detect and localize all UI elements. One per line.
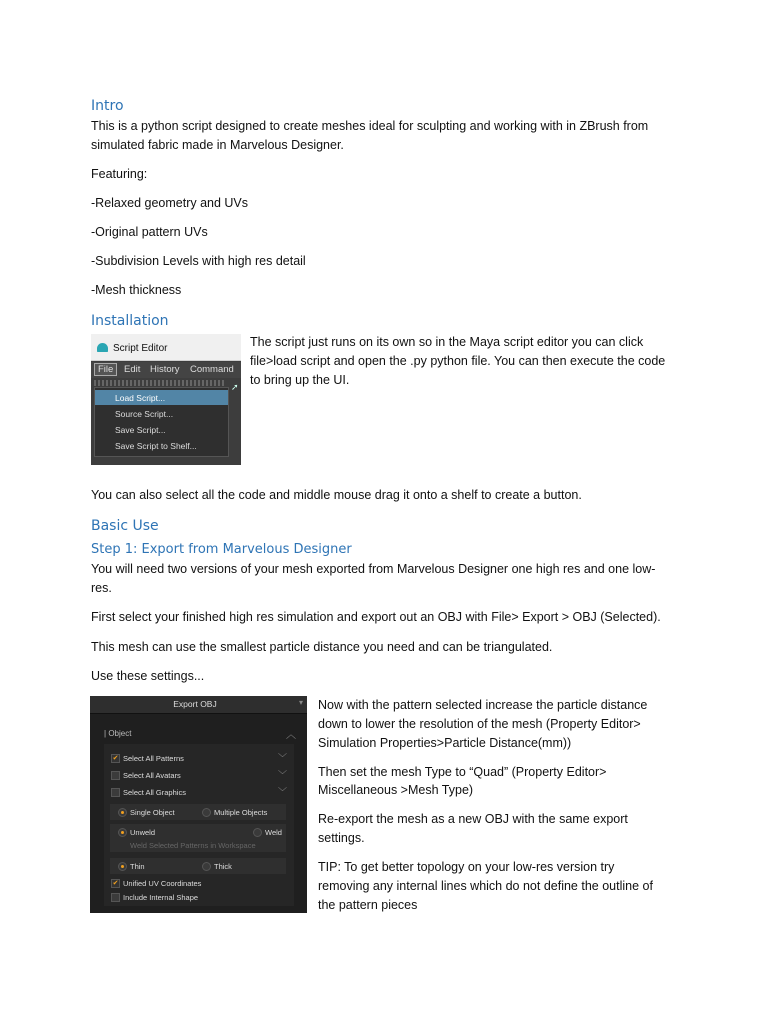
step1-paragraph-line-1: You will need two versions of your mesh exported from Marvelous Designer one high res and one low- — [91, 562, 656, 576]
step1-paragraph-line-2: res. — [91, 581, 112, 595]
maya-logo-icon — [97, 343, 108, 352]
lowres-text-line: Miscellaneous >Mesh Type) — [318, 783, 474, 797]
maya-file-dropdown — [94, 387, 229, 457]
checkbox-icon — [111, 893, 120, 902]
chevron-down-icon: ﹀ — [278, 787, 288, 797]
collapse-arrow-icon: ︿ — [286, 730, 296, 741]
unified-uv-label: Unified UV Coordinates — [123, 879, 202, 888]
installation-text-line: The script just runs on its own so in the Maya script editor you can click — [250, 335, 644, 349]
feature-item: -Relaxed geometry and UVs — [91, 196, 249, 210]
maya-window-title: Script Editor — [113, 343, 168, 354]
installation-text-line: to bring up the UI. — [250, 373, 350, 387]
lowres-text-line: Then set the mesh Type to “Quad” (Property Editor> — [318, 765, 607, 779]
maya-dropdown-item: Save Script to Shelf... — [115, 441, 197, 451]
include-internal-label: Include Internal Shape — [123, 893, 199, 902]
radio-icon — [202, 862, 211, 871]
maya-menu-command: Command — [190, 364, 234, 375]
multiple-objects-label: Multiple Objects — [214, 808, 268, 817]
maya-script-editor-screenshot — [91, 334, 241, 465]
radio-selected-icon — [118, 862, 127, 871]
radio-icon — [202, 808, 211, 817]
shelf-note: You can also select all the code and middle mouse drag it onto a shelf to create a button. — [91, 488, 582, 502]
maya-menu-file: File — [94, 363, 117, 376]
lowres-text-line: Now with the pattern selected increase the particle distance — [318, 698, 648, 712]
export-obj-title: Export OBJ — [173, 699, 217, 709]
feature-item: -Subdivision Levels with high res detail — [91, 254, 306, 268]
dropdown-arrow-icon: ▾ — [298, 698, 303, 707]
tip-text-line: TIP: To get better topology on your low-res version try — [318, 860, 615, 874]
maya-dropdown-item: Save Script... — [115, 425, 166, 435]
use-settings-label: Use these settings... — [91, 669, 205, 683]
radio-icon — [253, 828, 262, 837]
feature-item: -Mesh thickness — [91, 283, 182, 297]
select-all-avatars-label: Select All Avatars — [123, 771, 181, 780]
tip-text-line: the pattern pieces — [318, 898, 418, 912]
maya-menu-history: History — [150, 364, 180, 375]
checkbox-icon — [111, 771, 120, 780]
lowres-text-line: settings. — [318, 831, 365, 845]
intro-paragraph-line-2: simulated fabric made in Marvelous Designer. — [91, 138, 344, 152]
single-object-label: Single Object — [130, 808, 175, 817]
lowres-text-line: Simulation Properties>Particle Distance(mm)) — [318, 736, 572, 750]
particle-distance-note: This mesh can use the smallest particle distance you need and can be triangulated. — [91, 640, 553, 654]
maya-menubar — [91, 362, 241, 378]
thick-label: Thick — [214, 862, 232, 871]
radio-selected-icon — [118, 808, 127, 817]
select-all-patterns-label: Select All Patterns — [123, 754, 184, 763]
intro-paragraph-line-1: This is a python script designed to create meshes ideal for sculpting and working with in ZBrush from — [91, 119, 649, 133]
checkbox-icon — [111, 788, 120, 797]
export-instructions: First select your finished high res simulation and export out an OBJ with File> Export > OBJ (Selected). — [91, 610, 661, 624]
checkbox-checked-icon: ✔ — [112, 755, 119, 762]
maya-menu-edit: Edit — [124, 364, 141, 375]
export-obj-screenshot — [90, 696, 307, 913]
lowres-text-line: Re-export the mesh as a new OBJ with the same export — [318, 812, 628, 826]
installation-heading: Installation — [91, 313, 169, 329]
unweld-label: Unweld — [130, 828, 156, 837]
intro-heading: Intro — [91, 98, 124, 114]
chevron-down-icon: ﹀ — [278, 753, 288, 763]
thin-label: Thin — [130, 862, 145, 871]
export-obj-titlebar — [90, 696, 307, 714]
step1-heading: Step 1: Export from Marvelous Designer — [91, 542, 352, 557]
maya-toolbar-strip — [94, 380, 226, 386]
select-all-graphics-label: Select All Graphics — [123, 788, 186, 797]
weld-selected-label: Weld Selected Patterns in Workspace — [130, 841, 256, 850]
lowres-text-line: down to lower the resolution of the mesh (Property Editor> — [318, 717, 641, 731]
basic-use-heading: Basic Use — [91, 518, 159, 534]
chevron-down-icon: ﹀ — [278, 770, 288, 780]
maya-dropdown-item: Source Script... — [115, 409, 174, 419]
tip-text-line: removing any internal lines which do not define the outline of — [318, 879, 653, 893]
installation-text-line: file>load script and open the .py python file. You can then execute the code — [250, 354, 666, 368]
weld-label: Weld — [265, 828, 282, 837]
maya-dropdown-item: Load Script... — [95, 390, 228, 405]
checkbox-checked-icon: ✔ — [112, 880, 119, 887]
feature-item: -Original pattern UVs — [91, 225, 208, 239]
mouse-cursor-icon: ➚ — [231, 382, 239, 392]
maya-titlebar — [91, 334, 241, 361]
object-section-label: | Object — [104, 729, 132, 738]
featuring-label: Featuring: — [91, 167, 148, 181]
radio-selected-icon — [118, 828, 127, 837]
